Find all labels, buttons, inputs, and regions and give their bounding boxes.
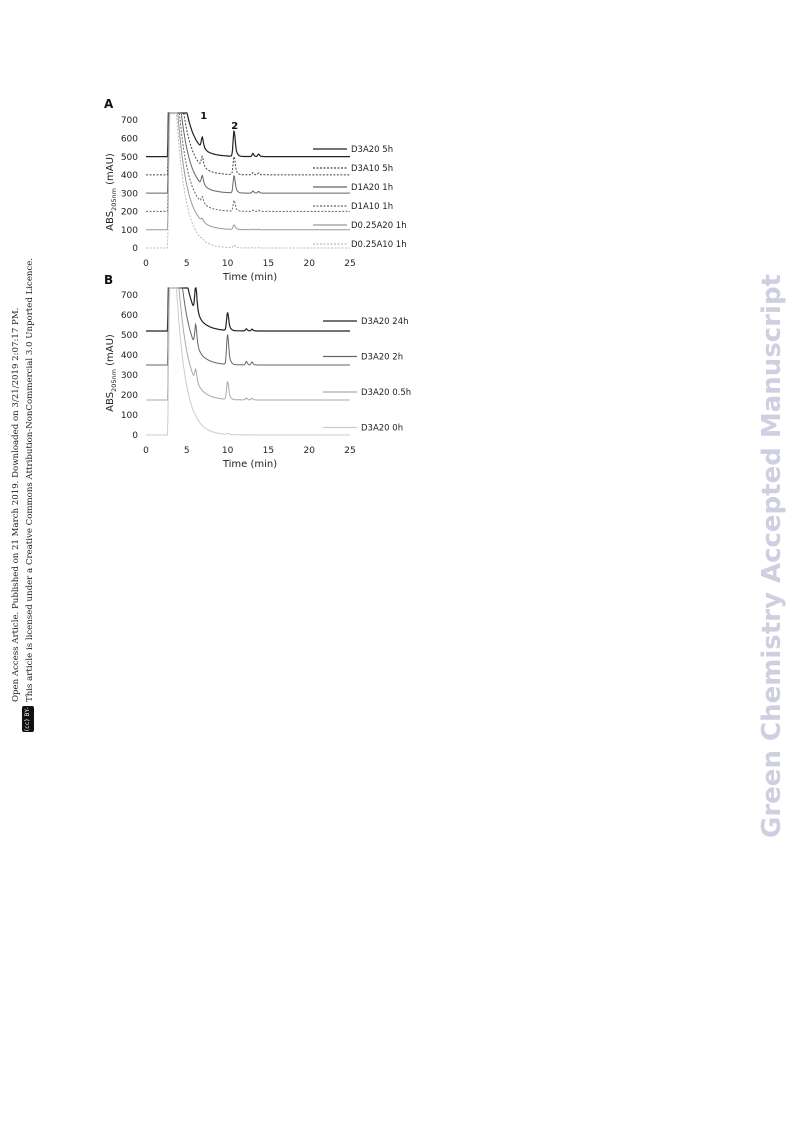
y-tick-label: 400 (120, 351, 138, 362)
notice-line-licence[interactable]: This article is licensed under a Creative Commons Attribution-NonCommercial 3.0 Unported Licence. (25, 257, 35, 702)
x-tick-label: 5 (183, 446, 190, 456)
y-tick-label: 100 (120, 411, 138, 422)
series-line (146, 113, 350, 248)
y-tick-label: 0 (132, 244, 138, 255)
y-tick-label: 600 (120, 134, 138, 145)
legend-entry: D0.25A10 1h (351, 240, 407, 250)
y-tick-label: 0 (132, 431, 138, 442)
y-tick-label: 700 (120, 116, 138, 127)
y-tick-label: 500 (120, 331, 138, 342)
legend-entry: D1A10 1h (351, 202, 394, 212)
series-line (146, 288, 350, 400)
legend-entry: D3A20 2h (361, 352, 404, 363)
legend-entry: D3A20 24h (361, 317, 409, 327)
legend-entry: D0.25A20 1h (351, 221, 407, 231)
legend-entry: D3A20 5h (351, 145, 394, 155)
x-tick-label: 15 (262, 259, 275, 269)
legend-entry: D1A20 1h (351, 183, 394, 193)
y-tick-label: 100 (120, 225, 138, 236)
y-tick-label: 700 (120, 291, 138, 302)
journal-watermark: Green Chemistry Accepted Manuscript (757, 274, 787, 838)
series-line (146, 113, 350, 230)
x-axis-label: Time (min) (222, 272, 278, 283)
series-line (146, 113, 350, 211)
peak-label: 2 (231, 121, 239, 132)
cc-license-badge[interactable]: (cc) BY-NC (24, 706, 43, 732)
y-axis-label-sub: 205nm (110, 188, 118, 211)
y-axis-label-sub: 205nm (110, 369, 118, 392)
panel-label: B (104, 273, 114, 287)
panel-label: A (104, 97, 114, 111)
x-tick-label: 10 (221, 259, 234, 269)
y-axis-label (105, 334, 118, 412)
y-tick-label: 500 (120, 152, 138, 163)
series-line (146, 113, 350, 193)
peak-label: 1 (200, 111, 208, 122)
x-tick-label: 15 (262, 446, 275, 456)
y-tick-label: 300 (120, 371, 138, 382)
y-axis-label-unit: (mAU) (105, 334, 116, 370)
legend-entry: D3A20 0.5h (361, 388, 412, 398)
y-tick-label: 200 (120, 207, 138, 218)
x-axis-label: Time (min) (222, 459, 278, 470)
y-tick-label: 400 (120, 171, 138, 182)
open-access-notice (8, 0, 43, 732)
y-tick-label: 200 (120, 391, 138, 402)
y-axis-label (105, 153, 118, 231)
series-line (146, 288, 350, 365)
y-axis-label-unit: (mAU) (105, 153, 116, 189)
x-tick-label: 25 (344, 446, 356, 456)
y-tick-label: 300 (120, 189, 138, 200)
x-tick-label: 25 (344, 259, 356, 269)
y-tick-label: 600 (120, 311, 138, 322)
x-tick-label: 20 (303, 446, 315, 456)
series-line (146, 288, 350, 435)
x-tick-label: 10 (221, 446, 234, 456)
x-tick-label: 20 (303, 259, 315, 269)
y-axis-label-main: ABS (105, 391, 116, 412)
chart-panel-a (104, 97, 407, 283)
x-tick-label: 0 (143, 259, 149, 269)
x-tick-label: 5 (183, 259, 190, 269)
chart-panel-b (104, 273, 411, 470)
legend-entry: D3A10 5h (351, 164, 394, 174)
y-axis-label-main: ABS (105, 210, 116, 231)
legend-entry: D3A20 0h (361, 423, 404, 434)
x-tick-label: 0 (143, 446, 149, 456)
notice-line-published: Open Access Article. Published on 21 March 2019. Downloaded on 3/21/2019 2:07:17 PM. (11, 307, 21, 702)
